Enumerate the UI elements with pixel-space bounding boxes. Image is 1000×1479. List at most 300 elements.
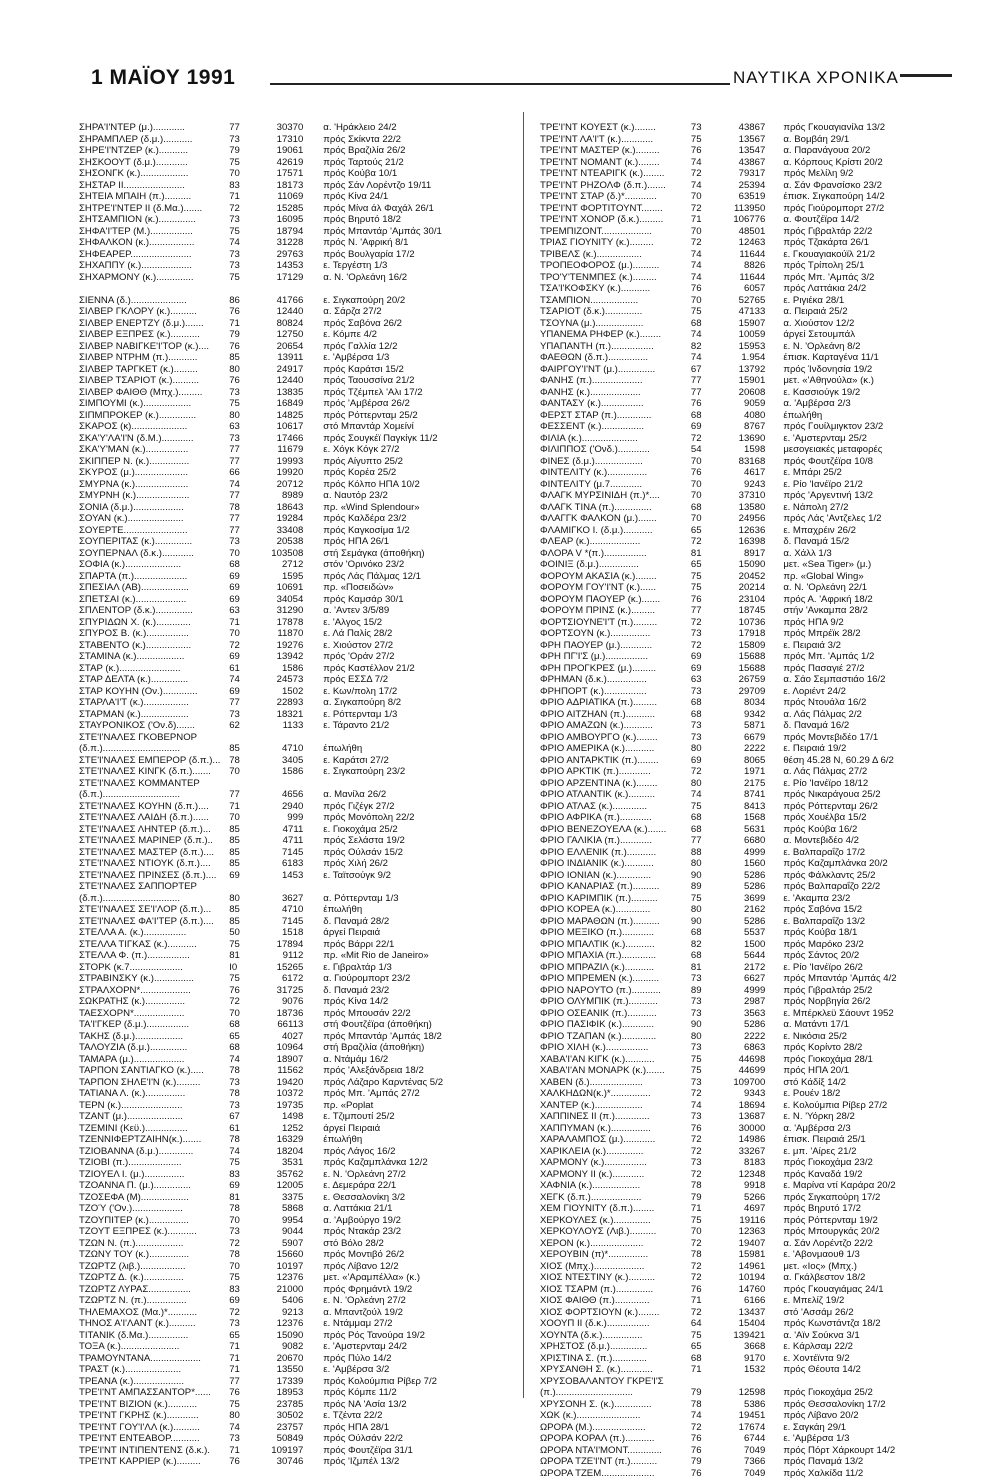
ship-row xyxy=(540,582,960,594)
ship-row xyxy=(79,1088,514,1100)
build-year: 76 xyxy=(691,145,721,157)
ship-name: ΤΖΩΡΤΖ Δ. (κ.)............... xyxy=(79,1272,229,1284)
tonnage: 29763 xyxy=(259,249,303,261)
ship-name: ΤΡΟ'Υ'ΤΕΝΜΠΕΣ (κ.)......... xyxy=(540,272,691,284)
ship-row xyxy=(79,743,514,755)
ship-row xyxy=(79,686,514,698)
ship-name: ΤΑ'Ι'ΓΚΕΡ (δ.μ.)................ xyxy=(79,1019,229,1031)
tonnage: 4710 xyxy=(259,904,303,916)
position-note: πρός Μονόπολη 22/2 xyxy=(303,812,514,824)
ship-name: ΦΡΗΜΑΝ (δ.κ.)............... xyxy=(540,674,691,686)
position-note: πρός Γιούρομπορτ 27/2 xyxy=(765,203,960,215)
ship-name: ΣΠΕΣΙΑΛ (ΑΒ).................. xyxy=(79,582,229,594)
position-note: στό 'Ασσάμ 26/2 xyxy=(765,1307,960,1319)
ship-name: ΤΣΑ'Ι'ΚΟΦΣΚΥ (κ.)........... xyxy=(540,283,691,295)
build-year: 78 xyxy=(229,1134,259,1146)
position-note: ε. 'Αμβέρσα 3/2 xyxy=(303,1364,514,1376)
tonnage: 2175 xyxy=(721,778,766,790)
tonnage: 11679 xyxy=(259,444,303,456)
tonnage: 13687 xyxy=(721,1111,766,1123)
ship-list-right-column xyxy=(540,122,960,1479)
build-year: 85 xyxy=(229,352,259,364)
ship-name: ΧΑΠΠΥΜΑΝ (κ.)............... xyxy=(540,1123,691,1135)
ship-name: ΧΑΡΙΚΛΕΙΑ (κ.).............. xyxy=(540,1146,691,1158)
ship-name: ΦΛΟΡΑ V *(π.)................ xyxy=(540,548,691,560)
tonnage: 9112 xyxy=(259,950,303,962)
build-year: 77 xyxy=(229,490,259,502)
position-note: ε. 'Αλγος 15/2 xyxy=(303,617,514,629)
ship-name: ΤΡΕ'Ι'ΝΤ ΙΝΤΙΠΕΝΤΕΝΣ (δ.κ.). xyxy=(79,1445,229,1457)
tonnage: 11562 xyxy=(259,1065,303,1077)
header-rule-right xyxy=(900,74,952,77)
position-note: πρός Μπρέϊκ 28/2 xyxy=(765,628,960,640)
build-year: 83 xyxy=(229,1169,259,1181)
position-note: πρός Παναμά 13/2 xyxy=(765,1456,960,1468)
position-note: πρός Σάντος 20/2 xyxy=(765,950,960,962)
ship-name: ΣΤΕ'Ι'ΝΑΛΕΣ ΝΤΙΟΥΚ (δ.π.).... xyxy=(79,858,229,870)
ship-name: ΧΡΥΣΑΝΘΗ Σ. (κ.)............ xyxy=(540,1364,691,1376)
ship-name: ΤΖΙΟΥΕΛ Ι. (μ.)............... xyxy=(79,1169,229,1181)
ship-name: ΣΗΤΡΕ'Ι'ΝΤΕΡ ΙΙ (δ.Μα.)....... xyxy=(79,203,229,215)
ship-row xyxy=(79,617,514,629)
build-year: 73 xyxy=(691,1008,721,1020)
tonnage: 4697 xyxy=(721,1203,766,1215)
ship-row xyxy=(540,755,960,767)
position-note: πρός Μοντιβό 26/2 xyxy=(303,1249,514,1261)
tonnage: 6183 xyxy=(259,858,303,870)
position-note: πρός Σουγκέϊ Παγκίγκ 11/2 xyxy=(303,433,514,445)
position-note: πρός Τζέμπελ 'Αλι 17/2 xyxy=(303,387,514,399)
tonnage: 18694 xyxy=(721,1100,766,1112)
ship-row xyxy=(540,1468,960,1479)
tonnage: 2712 xyxy=(259,559,303,571)
ship-row xyxy=(540,490,960,502)
ship-name: ΤΡΕ'Ι'ΝΤ ΚΟΥΕΣΤ (κ.)........ xyxy=(540,122,691,134)
position-note: πρός Κούβα 10/1 xyxy=(303,168,514,180)
position-note: θέση 45.28 Ν, 60.29 Δ 6/2 xyxy=(765,755,960,767)
position-note: στή Σεμάγκα (άποθήκη) xyxy=(303,548,514,560)
ship-name: ΦΡΙΟ ΟΣΕΑΝΙΚ (π.)........... xyxy=(540,1008,691,1020)
build-year: 73 xyxy=(229,1226,259,1238)
tonnage: 52765 xyxy=(721,295,766,307)
position-note: στό Μπαντάρ Χομείνί xyxy=(303,421,514,433)
tonnage: 106776 xyxy=(721,214,766,226)
position-note: πρ. «Mit Rio de Janeiro» xyxy=(303,950,514,962)
position-note: α. 'Αμβούργο 19/2 xyxy=(303,1215,514,1227)
tonnage: 11069 xyxy=(259,191,303,203)
build-year: 71 xyxy=(229,191,259,203)
tonnage: 9076 xyxy=(259,996,303,1008)
build-year: 54 xyxy=(691,444,721,456)
build-year: 74 xyxy=(691,352,721,364)
ship-row xyxy=(540,525,960,537)
position-note: πρός 'Ιζμπέλ 13/2 xyxy=(303,1456,514,1468)
ship-name: ΤΣΑΡΙΟΤ (δ.κ.).............. xyxy=(540,306,691,318)
ship-name: ΧΙΟΣ ΦΟΡΤΣΙΟΥΝ (κ.)........ xyxy=(540,1307,691,1319)
ship-name: ΤΖΟΥΠΙΤΕΡ (κ.)............... xyxy=(79,1215,229,1227)
position-note: ε. Βαλπαραΐζο 13/2 xyxy=(765,916,960,928)
build-year: 74 xyxy=(691,1410,721,1422)
build-year: 72 xyxy=(691,640,721,652)
ship-row xyxy=(540,191,960,203)
build-year: 85 xyxy=(229,904,259,916)
ship-name: ΤΖΩΝΥ ΤΟΥ (κ.)............... xyxy=(79,1249,229,1261)
ship-name: ΣΟΥΠΕΡΝΑΛ (δ.κ.)............ xyxy=(79,548,229,560)
ship-row xyxy=(540,1307,960,1319)
position-note: πρός Μπ. 'Αμπάς 3/2 xyxy=(765,272,960,284)
tonnage: 80824 xyxy=(259,318,303,330)
ship-row xyxy=(540,1157,960,1169)
position-note: ε. Χιούστον 27/2 xyxy=(303,640,514,652)
build-year: 69 xyxy=(229,571,259,583)
tonnage: 7049 xyxy=(721,1468,766,1479)
tonnage: 139421 xyxy=(721,1330,766,1342)
build-year: 77 xyxy=(229,444,259,456)
position-note: πρός Πύλο 14/2 xyxy=(303,1353,514,1365)
ship-row xyxy=(540,134,960,146)
position-note: πρός Πόρτ Χάρκουρτ 14/2 xyxy=(765,1445,960,1457)
tonnage: 30370 xyxy=(259,122,303,134)
tonnage: 7145 xyxy=(259,847,303,859)
position-note: πρός 'Αλεξάνδρεια 18/2 xyxy=(303,1065,514,1077)
ship-row xyxy=(540,985,960,997)
ship-name: ΣΤΕ'Ι'ΝΑΛΕΣ ΜΑΡΙΝΕΡ (δ.π.).. xyxy=(79,835,229,847)
ship-row xyxy=(540,1330,960,1342)
ship-row xyxy=(79,789,514,801)
ship-row xyxy=(540,1295,960,1307)
tonnage: 3531 xyxy=(259,1157,303,1169)
build-year: 77 xyxy=(229,789,259,801)
ship-name: ΣΠΛΕΝΤΟΡ (δ.κ.).............. xyxy=(79,605,229,617)
tonnage: 10059 xyxy=(721,329,766,341)
ship-row xyxy=(540,1249,960,1261)
tonnage: 4080 xyxy=(721,410,766,422)
tonnage: 5386 xyxy=(721,1399,766,1411)
ship-row xyxy=(540,1261,960,1273)
tonnage: 109197 xyxy=(259,1445,303,1457)
ship-name: ΦΛΑΓΚ ΜΥΡΣΙΝΙΔΗ (π.)*.... xyxy=(540,490,691,502)
ship-row xyxy=(540,1410,960,1422)
build-year: 68 xyxy=(691,318,721,330)
build-year: 73 xyxy=(691,720,721,732)
tonnage: 10197 xyxy=(259,1261,303,1273)
position-note: πρός Κολούμπια Ρίβερ 7/2 xyxy=(303,1376,514,1388)
ship-name: ΦΟΡΟΥΜ ΑΚΑΣΙΑ (κ.)........ xyxy=(540,571,691,583)
ship-row xyxy=(540,927,960,939)
build-year: 82 xyxy=(691,341,721,353)
ship-row xyxy=(540,226,960,238)
ship-name: ΧΑΛΚΗΔΩΝ(κ.)*............... xyxy=(540,1088,691,1100)
tonnage: 63519 xyxy=(721,191,766,203)
position-note: πρός Μπαντάρ 'Αμπάς 4/2 xyxy=(765,973,960,985)
ship-row xyxy=(540,249,960,261)
ship-name: ΤΖΙΟΒΙ (π.).................... xyxy=(79,1157,229,1169)
position-note: ε. Κασσιούγκ 19/2 xyxy=(765,387,960,399)
build-year: 76 xyxy=(229,1387,259,1399)
ship-name: ΧΟΥΝΤΑ (δ.κ.)............... xyxy=(540,1330,691,1342)
position-note: α. Ναυτόρ 23/2 xyxy=(303,490,514,502)
tonnage: 20214 xyxy=(721,582,766,594)
build-year: 77 xyxy=(229,525,259,537)
ship-row xyxy=(540,674,960,686)
tonnage: 18794 xyxy=(259,226,303,238)
build-year: 72 xyxy=(691,1088,721,1100)
position-note: πρός Ντακάρ 23/2 xyxy=(303,1226,514,1238)
build-year: 85 xyxy=(229,824,259,836)
tonnage xyxy=(259,881,303,893)
ship-name: ΧΙΟΣ ΝΤΕΣΤΙΝΥ (κ.).......... xyxy=(540,1272,691,1284)
ship-row xyxy=(540,1422,960,1434)
ship-name: ΣΚΑ'Υ'ΜΑΝ (κ.)................ xyxy=(79,444,229,456)
tonnage: 31228 xyxy=(259,237,303,249)
ship-name: ΤΡΕ'Ι'ΝΤ ΓΚΡΗΣ (κ.)............ xyxy=(79,1410,229,1422)
position-note: πρός Μίνα άλ Φαχάλ 26/1 xyxy=(303,203,514,215)
ship-row xyxy=(79,398,514,410)
ship-name: ΣΜΥΡΝΑ (κ.).................... xyxy=(79,479,229,491)
build-year: 76 xyxy=(229,985,259,997)
ship-name: ΦΡΙΟ ΑΝΤΑΡΚΤΙΚ (π.)........ xyxy=(540,755,691,767)
column-divider xyxy=(523,112,524,1398)
position-note: πρός Κόμπε 11/2 xyxy=(303,1387,514,1399)
ship-row xyxy=(79,697,514,709)
tonnage: 35762 xyxy=(259,1169,303,1181)
ship-name: ΦΟΡΤΣΟΥΝ (κ.)............... xyxy=(540,628,691,640)
position-note: α. Ν. 'Ορλεάνη 22/1 xyxy=(765,582,960,594)
position-note: ε. Μαρίνα ντί Καράρα 20/2 xyxy=(765,1180,960,1192)
build-year: 63 xyxy=(229,421,259,433)
ship-row xyxy=(540,157,960,169)
position-note: ε. Κολούμπια Ρίβερ 27/2 xyxy=(765,1100,960,1112)
ship-name: ΤΡΕ'Ι'ΝΤ ΑΜΠΑΣΣΑΝΤΟΡ*...... xyxy=(79,1387,229,1399)
tonnage: 12376 xyxy=(259,1272,303,1284)
ship-row xyxy=(79,1410,514,1422)
build-year: 82 xyxy=(691,939,721,951)
ship-name: ΤΡΕ'Ι'ΝΤ ΦΟΡΤΙΤΟΥΝΤ........ xyxy=(540,203,691,215)
position-note: πρός Γκουαγιάμας 24/1 xyxy=(765,1284,960,1296)
ship-row xyxy=(540,559,960,571)
ship-name: ΣΗΡΕ'Ι'ΝΤΖΕΡ (κ.)........... xyxy=(79,145,229,157)
ship-row xyxy=(79,628,514,640)
ship-row xyxy=(79,1180,514,1192)
position-note: έπωλήθη xyxy=(765,410,960,422)
tonnage: 10691 xyxy=(259,582,303,594)
build-year: 70 xyxy=(691,456,721,468)
ship-name: ΧΑΒΕΝ (δ.).................... xyxy=(540,1077,691,1089)
position-note: στόν 'Ορινόκο 23/2 xyxy=(303,559,514,571)
tonnage: 8917 xyxy=(721,548,766,560)
ship-name: ΣΠΥΡΟΣ Β. (κ.)................ xyxy=(79,628,229,640)
position-note: α. Βομβάη 29/1 xyxy=(765,134,960,146)
position-note: πρός Κούβα 18/1 xyxy=(765,927,960,939)
tonnage: 66113 xyxy=(259,1019,303,1031)
build-year: 70 xyxy=(229,1261,259,1273)
position-note: πρός Κίνα 14/2 xyxy=(303,996,514,1008)
ship-name: ΣΙΛΒΕΡ ΝΑΒΙΓΚΕ'Ι'ΤΟΡ (κ.).... xyxy=(79,341,229,353)
build-year: 76 xyxy=(691,1445,721,1457)
ship-row xyxy=(79,1031,514,1043)
build-year: 69 xyxy=(229,1180,259,1192)
ship-row xyxy=(540,398,960,410)
ship-row xyxy=(540,295,960,307)
ship-row xyxy=(79,674,514,686)
tonnage: 14353 xyxy=(259,260,303,272)
position-note xyxy=(765,1376,960,1388)
ship-row xyxy=(79,1134,514,1146)
ship-row xyxy=(79,1330,514,1342)
position-note: δ. Παναμά 23/2 xyxy=(303,985,514,997)
position-note: α. Κόρπους Κρίστι 20/2 xyxy=(765,157,960,169)
ship-name: ΣΤΕ'Ι'ΝΑΛΕΣ ΚΟΜΜΑΝΤΕΡ xyxy=(79,778,229,790)
tonnage: 1252 xyxy=(259,1123,303,1135)
ship-name: (π.)............................. xyxy=(540,1387,691,1399)
tonnage: 31290 xyxy=(259,605,303,617)
build-year: 77 xyxy=(691,605,721,617)
build-year: 78 xyxy=(229,1088,259,1100)
ship-name: ΦΟΡΟΥΜ ΠΡΙΝΣ (κ.)......... xyxy=(540,605,691,617)
build-year: 73 xyxy=(691,122,721,134)
ship-name: ΣΗΦΕΑΡΕΡ....................... xyxy=(79,249,229,261)
tonnage: 31725 xyxy=(259,985,303,997)
position-note: πρός ΕΣΣΔ 7/2 xyxy=(303,674,514,686)
position-note: πρός Θεσσαλονίκη 17/2 xyxy=(765,1399,960,1411)
position-note: α. Σάο Σεμπαστιάο 16/2 xyxy=(765,674,960,686)
position-note: ε. Ριγιέκα 28/1 xyxy=(765,295,960,307)
position-note: α. Παρανάγουα 20/2 xyxy=(765,145,960,157)
tonnage: 18321 xyxy=(259,709,303,721)
tonnage: 19920 xyxy=(259,467,303,479)
ship-name: ΣΟΥΕΡΤΕ........................ xyxy=(79,525,229,537)
position-note: α. Μοντεβιδέο 4/2 xyxy=(765,835,960,847)
ship-row xyxy=(79,939,514,951)
ship-name: ΣΗΡΑ'Ι'ΝΤΕΡ (μ.)............ xyxy=(79,122,229,134)
tonnage: 1453 xyxy=(259,870,303,882)
tonnage: 43867 xyxy=(721,122,766,134)
build-year: 63 xyxy=(229,605,259,617)
ship-row xyxy=(540,651,960,663)
build-year: 80 xyxy=(229,364,259,376)
tonnage: 11644 xyxy=(721,249,766,261)
position-note: πρός Αίγυπτο 25/2 xyxy=(303,456,514,468)
build-year: 73 xyxy=(229,134,259,146)
position-note: ε. Γιοκοχάμα 25/2 xyxy=(303,824,514,836)
ship-row xyxy=(79,1284,514,1296)
build-year: 69 xyxy=(691,663,721,675)
ship-row xyxy=(79,1203,514,1215)
tonnage: 9343 xyxy=(721,1088,766,1100)
position-note: πρός ΗΠΑ 20/1 xyxy=(765,1065,960,1077)
build-year: 76 xyxy=(229,341,259,353)
ship-name: ΦΡΗ ΠΡΟΓΚΡΕΣ (μ.)......... xyxy=(540,663,691,675)
ship-name: ΦΡΙΟ ΑΡΚΤΙΚ (π.)............ xyxy=(540,766,691,778)
position-note: ε. Κάρλσαμ 22/2 xyxy=(765,1341,960,1353)
ship-name: ΦΛΕΑΡ (κ.)................... xyxy=(540,536,691,548)
ship-name: ΣΤΕ'Ι'ΝΑΛΕΣ ΦΑ'Ι'ΤΕΡ (δ.π.).... xyxy=(79,916,229,928)
build-year: 83 xyxy=(229,180,259,192)
ship-name: ΣΤΑΡΛΑ'Ι'Τ (κ.)................. xyxy=(79,697,229,709)
build-year: 72 xyxy=(691,1238,721,1250)
ship-name: ΣΚΑ'Υ'ΛΑ'Ι'Ν (δ.Μ.)............ xyxy=(79,433,229,445)
ship-row xyxy=(540,778,960,790)
build-year: 70 xyxy=(229,548,259,560)
ship-name: ΦΡΙΟ ΜΑΡΑΘΩΝ (π.).......... xyxy=(540,916,691,928)
ship-row xyxy=(79,341,514,353)
position-note: πρός Γουίλμιγκτον 23/2 xyxy=(765,421,960,433)
ship-name: ΤΡΑΜΟΥΝΤΑΝΑ................... xyxy=(79,1353,229,1365)
build-year xyxy=(229,778,259,790)
tonnage: 3375 xyxy=(259,1192,303,1204)
build-year: 85 xyxy=(229,743,259,755)
ship-name: ΧΕΜ ΓΙΟΥΝΙΤΥ (δ.π.)........ xyxy=(540,1203,691,1215)
ship-row xyxy=(540,1203,960,1215)
ship-row xyxy=(79,571,514,583)
tonnage: 8741 xyxy=(721,789,766,801)
ship-name: ΦΡΙΟ ΓΑΛΙΚΙΑ (π.)............ xyxy=(540,835,691,847)
ship-name: ΦΡΙΟ ΠΑΣΙΦΙΚ (κ.)............ xyxy=(540,1019,691,1031)
tonnage: 17571 xyxy=(259,168,303,180)
ship-row xyxy=(79,180,514,192)
ship-name: ΦΡΗ ΠΑΟΥΕΡ (μ.)............ xyxy=(540,640,691,652)
tonnage: 15981 xyxy=(721,1249,766,1261)
ship-name: ΤΡΕ'Ι'ΝΤ ΜΑΣΤΕΡ (κ.)......... xyxy=(540,145,691,157)
tonnage: 13690 xyxy=(721,433,766,445)
ship-row xyxy=(540,145,960,157)
ship-name: ΩΡΟΡΑ ΚΟΡΑΛ (π.)........... xyxy=(540,1433,691,1445)
ship-row xyxy=(79,456,514,468)
ship-name: ΦΡΙΟ ΕΛΛΕΝΙΚ (π.)........... xyxy=(540,847,691,859)
tonnage: 1518 xyxy=(259,927,303,939)
ship-name: ΣΙΛΒΕΡ ΕΝΕΡΤΖΥ (δ.μ.)....... xyxy=(79,318,229,330)
build-year: 73 xyxy=(229,260,259,272)
position-note: πρός Καγκοσίμα 1/2 xyxy=(303,525,514,537)
tonnage: 23785 xyxy=(259,1399,303,1411)
build-year: 80 xyxy=(691,904,721,916)
tonnage: 20452 xyxy=(721,571,766,583)
position-note: πρός Γιζέγκ 27/2 xyxy=(303,801,514,813)
tonnage: 7145 xyxy=(259,916,303,928)
build-year xyxy=(691,1376,721,1388)
ship-name: ΦΡΗΠΟΡΤ (κ.)................ xyxy=(540,686,691,698)
position-note: δ. Παναμά 28/2 xyxy=(303,916,514,928)
ship-name: ΦΛΑΓΚ ΤΙΝΑ (π.).............. xyxy=(540,502,691,514)
position-note: ε. Βαλπαραΐζο 17/2 xyxy=(765,847,960,859)
ship-name: ΧΙΟΣ ΤΣΑΡΜ (π.).............. xyxy=(540,1284,691,1296)
tonnage: 5406 xyxy=(259,1295,303,1307)
ship-row xyxy=(540,1364,960,1376)
position-note: ε. Ρόττερνταμ 1/3 xyxy=(303,709,514,721)
ship-row xyxy=(540,1042,960,1054)
build-year: 72 xyxy=(229,640,259,652)
tonnage: 15809 xyxy=(721,640,766,652)
tonnage: 5266 xyxy=(721,1192,766,1204)
tonnage: 16095 xyxy=(259,214,303,226)
ship-name: ΦΡΙΟ ΒΕΝΕΖΟΥΕΛΑ (κ.)....... xyxy=(540,824,691,836)
position-note: ε. Λά Παλίς 28/2 xyxy=(303,628,514,640)
position-note: α. Λάς Πάλμας 27/2 xyxy=(765,766,960,778)
ship-row xyxy=(540,456,960,468)
ship-name: ΤΕΡΝ (κ.)....................... xyxy=(79,1100,229,1112)
position-note: α. Χιούστον 12/2 xyxy=(765,318,960,330)
build-year: 65 xyxy=(229,1031,259,1043)
ship-name: ΦΡΙΟ ΙΟΝΙΑΝ (κ.)............. xyxy=(540,870,691,882)
ship-row xyxy=(540,1111,960,1123)
ship-name: ΧΑΒΑ'Ι'ΑΝ ΚΙΓΚ (κ.)........... xyxy=(540,1054,691,1066)
build-year: 78 xyxy=(691,1399,721,1411)
position-note: α. Ν. 'Ορλεάνη 16/2 xyxy=(303,272,514,284)
ship-row xyxy=(79,824,514,836)
position-note: ε. Χόγκ Κόγκ 27/2 xyxy=(303,444,514,456)
ship-row xyxy=(540,1134,960,1146)
position-note: ε. 'Αμβέρσα 1/3 xyxy=(765,1433,960,1445)
